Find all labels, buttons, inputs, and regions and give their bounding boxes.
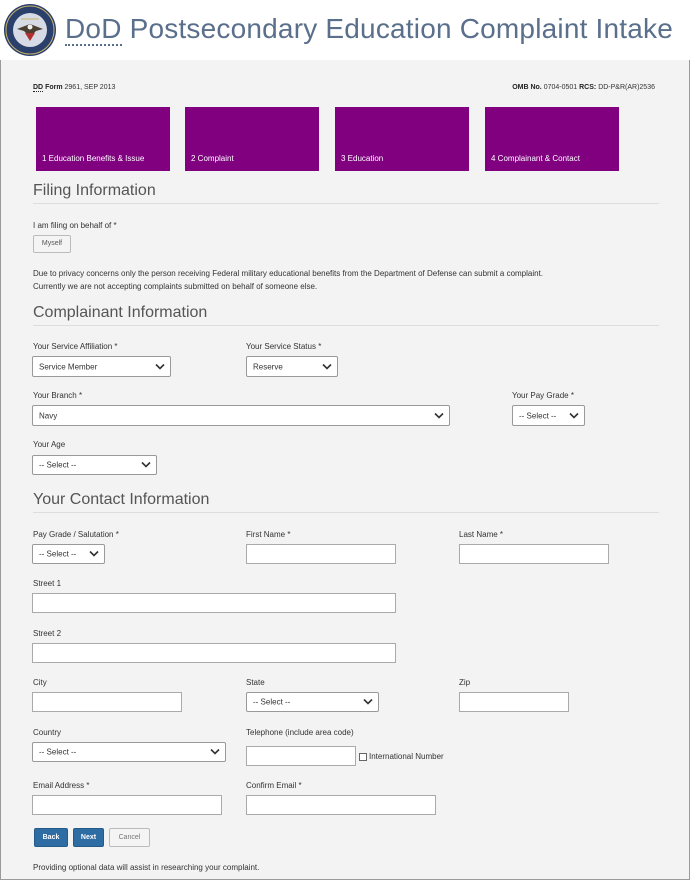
zip-field[interactable]: [459, 692, 569, 712]
title-abbreviation: DoD: [65, 13, 122, 44]
email-field[interactable]: [32, 795, 222, 815]
myself-button[interactable]: Myself: [33, 235, 71, 253]
email-label: Email Address *: [33, 781, 90, 790]
cancel-button[interactable]: Cancel: [109, 828, 150, 847]
privacy-note-line-1: Due to privacy concerns only the person receiving Federal military educational benefits from the Department of Defense can submit a complaint.: [33, 269, 544, 278]
age-select[interactable]: [32, 455, 157, 475]
step-label: 3 Education: [341, 154, 384, 163]
zip-label: Zip: [459, 678, 471, 687]
first-name-label: First Name *: [246, 530, 291, 539]
step-label: 4 Complainant & Contact: [491, 154, 580, 163]
rcs-number: DD-P&R(AR)2536: [596, 84, 655, 91]
behalf-label: I am filing on behalf of *: [33, 221, 117, 230]
salutation-select[interactable]: [32, 544, 105, 564]
confirm-email-label: Confirm Email *: [246, 781, 302, 790]
chevron-down-icon: [89, 551, 99, 558]
service-affiliation-label: Your Service Affiliation *: [33, 342, 118, 351]
international-number-checkbox[interactable]: [359, 753, 367, 761]
form-label: Form: [43, 84, 63, 91]
state-value: -- Select --: [253, 697, 291, 707]
back-button[interactable]: Back: [34, 828, 68, 847]
rcs-label: RCS:: [579, 84, 597, 91]
chevron-down-icon: [434, 412, 444, 419]
international-number-label: International Number: [369, 752, 444, 761]
dod-seal-icon: [3, 3, 57, 57]
chevron-down-icon: [322, 363, 332, 370]
pay-grade-select[interactable]: [512, 405, 585, 426]
step-label: 2 Complaint: [191, 154, 234, 163]
step-tab-education[interactable]: [335, 107, 469, 171]
first-name-field[interactable]: [246, 544, 396, 564]
salutation-label: Pay Grade / Salutation *: [33, 530, 119, 539]
branch-label: Your Branch *: [33, 391, 83, 400]
street1-field[interactable]: [32, 593, 396, 613]
service-status-label: Your Service Status *: [246, 342, 322, 351]
service-status-value: Reserve: [253, 362, 283, 371]
branch-select[interactable]: [32, 405, 450, 426]
page-title: [65, 13, 673, 45]
filing-section-title: Filing Information: [33, 182, 659, 204]
telephone-label: Telephone (include area code): [246, 728, 354, 737]
dd-abbreviation: DD: [33, 84, 44, 91]
salutation-value: -- Select --: [39, 549, 77, 559]
state-label: State: [246, 678, 265, 687]
chevron-down-icon: [141, 462, 151, 469]
service-affiliation-select[interactable]: [32, 356, 171, 377]
age-label: Your Age: [33, 440, 66, 449]
privacy-note: [33, 267, 663, 293]
privacy-note-line-2: Currently we are not accepting complaints submitted on behalf of someone else.: [33, 282, 318, 291]
contact-section-title: Your Contact Information: [33, 491, 659, 513]
chevron-down-icon: [569, 412, 579, 419]
next-button[interactable]: Next: [73, 828, 104, 847]
telephone-field[interactable]: [246, 746, 356, 766]
country-label: Country: [33, 728, 62, 737]
chevron-down-icon: [363, 699, 373, 706]
country-select[interactable]: [32, 742, 226, 762]
street2-field[interactable]: [32, 643, 396, 663]
service-affiliation-value: Service Member: [39, 362, 98, 371]
branch-value: Navy: [39, 411, 58, 420]
chevron-down-icon: [155, 363, 165, 370]
omb-line: [512, 84, 655, 91]
last-name-field[interactable]: [459, 544, 609, 564]
step-tab-complainant-contact[interactable]: [485, 107, 619, 171]
street2-label: Street 2: [33, 629, 62, 638]
pay-grade-value: -- Select --: [519, 411, 557, 420]
state-select[interactable]: [246, 692, 379, 712]
omb-number: 0704-0501: [541, 84, 580, 91]
omb-label: OMB No.: [512, 84, 542, 91]
site-header: [0, 0, 690, 60]
step-tab-education-benefits[interactable]: [36, 107, 170, 171]
country-value: -- Select --: [39, 747, 77, 757]
form-number-line: [33, 84, 115, 91]
form-number: 2961, SEP 2013: [62, 84, 116, 91]
confirm-email-field[interactable]: [246, 795, 436, 815]
step-label: 1 Education Benefits & Issue: [42, 154, 145, 163]
age-value: -- Select --: [39, 460, 77, 470]
service-status-select[interactable]: [246, 356, 338, 377]
complainant-section-title: Complainant Information: [33, 304, 659, 326]
city-field[interactable]: [32, 692, 182, 712]
optional-data-note: Providing optional data will assist in researching your complaint.: [33, 863, 260, 872]
pay-grade-label: Your Pay Grade *: [512, 391, 574, 400]
last-name-label: Last Name *: [459, 530, 504, 539]
chevron-down-icon: [210, 749, 220, 756]
street1-label: Street 1: [33, 579, 62, 588]
title-text: Postsecondary Education Complaint Intake: [121, 13, 674, 44]
city-label: City: [33, 678, 47, 687]
step-tab-complaint[interactable]: [185, 107, 319, 171]
